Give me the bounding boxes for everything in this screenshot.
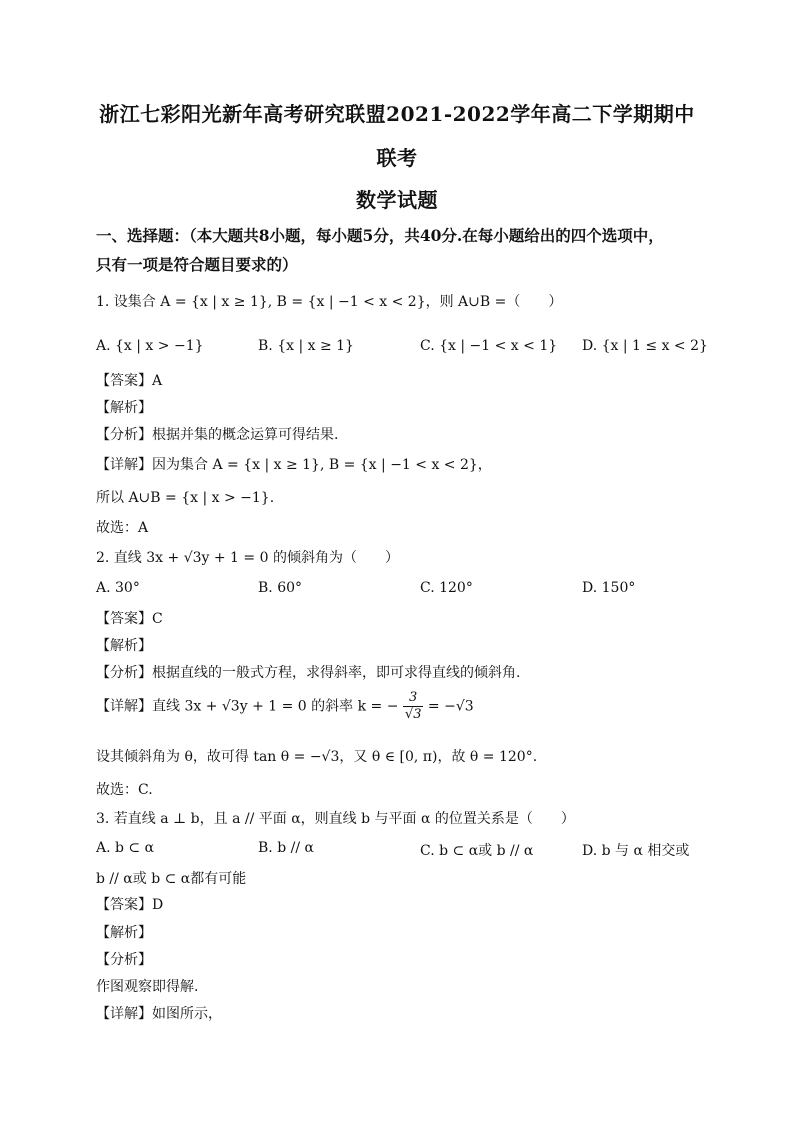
q1-analysis: 【分析】根据并集的概念运算可得结果. (96, 427, 339, 443)
q3-answer: 【答案】D (96, 897, 164, 913)
q1-answer: 【答案】A (96, 373, 163, 389)
q1-stem: 1. 设集合 A = {x | x ≥ 1}, B = {x | −1 < x < 2}，则 A∪B =（ ） (96, 294, 563, 310)
q3-option-d-continued: b // α或 b ⊂ α都有可能 (96, 871, 247, 887)
q1-option-c: C. {x | −1 < x < 1} (420, 338, 558, 354)
q2-analysis: 【分析】根据直线的一般式方程，求得斜率，即可求得直线的倾斜角. (96, 665, 521, 681)
q3-option-d: D. b 与 α 相交或 (582, 843, 690, 859)
q2-detail-suffix: = −√3 (427, 698, 474, 715)
q2-slope-fraction (403, 690, 424, 723)
section-instructions-line1: 一、选择题：（本大题共8小题，每小题5分，共40分.在每小题给出的四个选项中， (96, 226, 664, 245)
q2-analysis-label: 【解析】 (96, 638, 152, 654)
q3-option-c: C. b ⊂ α或 b // α (420, 843, 534, 859)
q2-option-a: A. 30° (96, 580, 140, 596)
q3-detail: 【详解】如图所示， (96, 1006, 222, 1022)
q1-detail: 【详解】因为集合 A = {x | x ≥ 1}, B = {x | −1 < x < 2}， (96, 457, 492, 473)
q3-analysis-label: 【解析】 (96, 925, 152, 941)
q2-option-d: D. 150° (582, 580, 636, 596)
q1-option-d: D. {x | 1 ≤ x < 2} (582, 338, 708, 354)
q2-choice: 故选：C. (96, 782, 153, 798)
section-instructions-line2: 只有一项是符合题目要求的） (96, 255, 298, 274)
q2-detail (96, 690, 474, 723)
q2-detail-prefix: 【详解】直线 3x + √3y + 1 = 0 的斜率 k = − (96, 698, 399, 715)
fraction-numerator: 3 (403, 690, 424, 707)
q1-detail-2: 所以 A∪B = {x | x > −1}. (96, 490, 275, 506)
q3-analysis-2: 作图观察即得解. (96, 979, 199, 995)
exam-title-line1: 浙江七彩阳光新年高考研究联盟2021-2022学年高二下学期期中 (99, 102, 695, 126)
q3-analysis: 【分析】 (96, 952, 152, 968)
q1-choice: 故选：A (96, 520, 149, 536)
exam-title-line2: 联考 (376, 146, 418, 170)
q3-option-a: A. b ⊂ α (96, 840, 155, 856)
q3-stem: 3. 若直线 a ⊥ b，且 a // 平面 α，则直线 b 与平面 α 的位置关系是（ ） (96, 811, 575, 827)
q3-option-b: B. b // α (258, 840, 314, 856)
q2-stem: 2. 直线 3x + √3y + 1 = 0 的倾斜角为（ ） (96, 550, 399, 566)
exam-subtitle: 数学试题 (356, 188, 438, 212)
q2-answer: 【答案】C (96, 611, 163, 627)
q2-detail-2: 设其倾斜角为 θ，故可得 tan θ = −√3，又 θ ∈ [0, π)，故 θ = 120°. (96, 749, 538, 765)
q2-option-b: B. 60° (258, 580, 303, 596)
q2-option-c: C. 120° (420, 580, 473, 596)
q1-analysis-label: 【解析】 (96, 400, 152, 416)
q1-option-b: B. {x | x ≥ 1} (258, 338, 354, 354)
fraction-denominator: √3 (404, 707, 422, 722)
q1-option-a: A. {x | x > −1} (96, 338, 204, 354)
